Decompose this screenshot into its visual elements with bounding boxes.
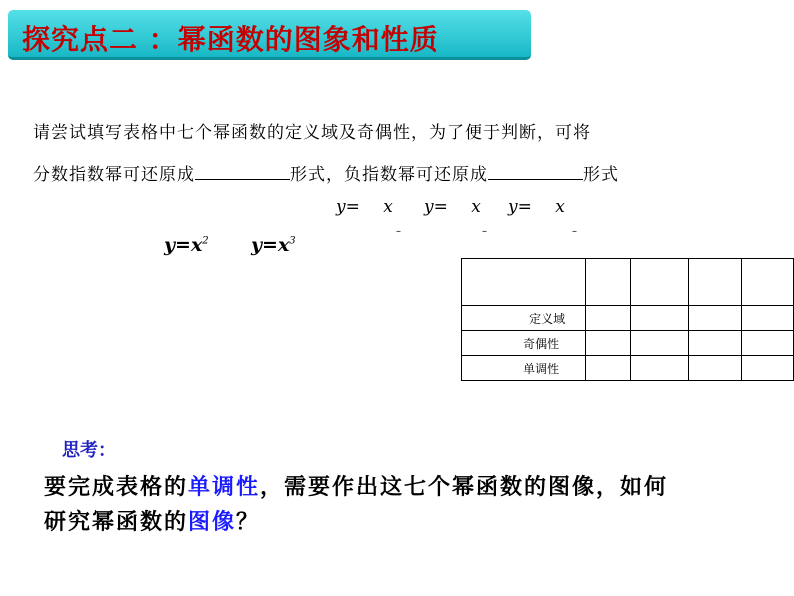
table-cell[interactable]: [630, 356, 688, 381]
fill-blank-2[interactable]: [488, 165, 583, 180]
formula-partial-3-mark: –: [572, 226, 577, 237]
formula-partial-1-mark: –: [396, 226, 401, 237]
think-label: 思考：: [62, 440, 116, 461]
formula-partial-1-lhs: y=: [336, 197, 360, 217]
formula-partial-2-var: x: [471, 197, 481, 217]
table-cell[interactable]: [630, 306, 688, 331]
intro-line-2-part-a: 分数指数幂可还原成: [33, 165, 195, 185]
table-header-row: [462, 259, 794, 306]
formula-partial-3-var: x: [555, 197, 565, 217]
formula-partial-2-mark: –: [482, 226, 487, 237]
intro-line-2-part-c: 形式: [583, 165, 619, 185]
table-row: [462, 331, 794, 356]
table-cell[interactable]: [741, 306, 794, 331]
row-label-monotonicity: 单调性: [462, 356, 586, 381]
table-cell[interactable]: [689, 331, 741, 356]
formula-partial-1: [336, 197, 393, 217]
table-cell[interactable]: [741, 259, 794, 306]
formula-partial-2-lhs: y=: [424, 197, 448, 217]
table-cell[interactable]: [586, 306, 631, 331]
title-bar: [8, 10, 531, 60]
table-row: [462, 356, 794, 381]
highlight-monotonicity: 单调性: [188, 475, 261, 500]
table-cell[interactable]: [741, 356, 794, 381]
question-line-2: 研究幂函数的图像？: [44, 510, 261, 535]
table-cell[interactable]: [630, 259, 688, 306]
intro-line-2: [33, 160, 619, 185]
table-cell[interactable]: [630, 331, 688, 356]
intro-line-1: 请尝试填写表格中七个幂函数的定义域及奇偶性，为了便于判断，可将: [33, 123, 591, 143]
highlight-graph: 图像: [188, 510, 237, 535]
formula-y-x3: $y=x^3$: [251, 234, 296, 256]
formula-y-x2: $y=x^2$: [164, 234, 209, 256]
intro-line-2-part-b: 形式，负指数幂可还原成: [290, 165, 488, 185]
formula-partial-2: [424, 197, 481, 217]
table-cell[interactable]: [586, 259, 631, 306]
table-cell[interactable]: [462, 259, 586, 306]
table-cell[interactable]: [689, 356, 741, 381]
table-cell[interactable]: [689, 306, 741, 331]
formula-y-x2-exponent: 2: [202, 235, 209, 247]
row-label-parity: 奇偶性: [462, 331, 586, 356]
table-cell[interactable]: [689, 259, 741, 306]
row-label-domain: 定义域: [462, 306, 586, 331]
fill-blank-1[interactable]: [195, 165, 290, 180]
page-title: 探究点二 ：幂函数的图象和性质: [22, 23, 439, 56]
formula-partial-3-lhs: y=: [508, 197, 532, 217]
property-table: [461, 258, 794, 381]
table-cell[interactable]: [741, 331, 794, 356]
table-cell[interactable]: [586, 356, 631, 381]
question-line-1: 要完成表格的单调性，需要作出这七个幂函数的图像，如何: [44, 475, 669, 500]
formula-partial-3: [508, 197, 565, 217]
table-row: [462, 306, 794, 331]
formula-partial-1-var: x: [383, 197, 393, 217]
table-cell[interactable]: [586, 331, 631, 356]
formula-y-x3-exponent: 3: [289, 235, 296, 247]
